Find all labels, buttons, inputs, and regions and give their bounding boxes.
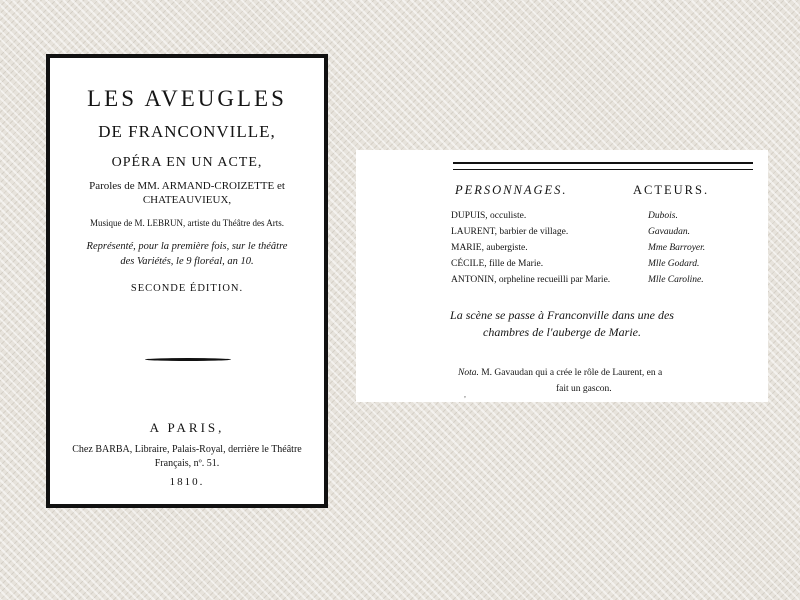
edition-line: SECONDE ÉDITION. (130, 283, 244, 294)
scene-setting-line-1: La scène se passe à Franconville dans une des (450, 308, 674, 322)
cast-row (451, 275, 731, 289)
header-double-rule (453, 162, 753, 170)
cast-row (451, 243, 731, 257)
cast-role: CÉCILE, fille de Marie. (451, 259, 544, 269)
cast-role: LAURENT, barbier de village. (451, 227, 569, 237)
nota-line-2: fait un gascon. (556, 384, 612, 394)
nota-text: M. Gavaudan qui a crée le rôle de Laurent, en a (481, 368, 663, 378)
opera-subtitle: DE FRANCONVILLE, (98, 122, 276, 141)
scene-setting-line-2: chambres de l'auberge de Marie. (483, 325, 641, 339)
title-page-scan (46, 54, 328, 508)
cast-actor: Gavaudan. (648, 227, 690, 237)
librettists-line-2: CHATEAUVIEUX, (142, 194, 232, 206)
cast-role: ANTONIN, orpheline recueilli par Marie. (451, 275, 611, 285)
publisher-line-2: Français, nº. 51. (154, 458, 220, 469)
premiere-line-2: des Variétés, le 9 floréal, an 10. (120, 256, 254, 267)
imprint-city: A PARIS, (149, 420, 225, 435)
cast-actor: Dubois. (648, 211, 678, 221)
cast-actor: Mlle Godard. (648, 259, 700, 269)
publication-year: 1810. (169, 476, 205, 488)
cast-row (451, 227, 731, 241)
cast-row (451, 211, 731, 225)
publisher-line-1: Chez BARBA, Libraire, Palais-Royal, derrière le Théâtre (72, 444, 302, 455)
cast-role: DUPUIS, occuliste. (451, 211, 527, 221)
cast-role: MARIE, aubergiste. (451, 243, 528, 253)
opera-title: LES AVEUGLES (87, 86, 287, 111)
acteurs-heading: ACTEURS. (633, 183, 710, 197)
premiere-line-1: Représenté, pour la première fois, sur le théâtre (86, 241, 288, 252)
ink-speck: , (464, 390, 466, 399)
cast-row (451, 259, 731, 273)
ornamental-rule (145, 358, 231, 361)
nota-label: Nota. (458, 368, 479, 378)
opera-genre: OPÉRA EN UN ACTE, (111, 155, 263, 170)
cast-list-scan (356, 150, 768, 402)
composer-line: Musique de M. LEBRUN, artiste du Théâtre des Arts. (89, 218, 285, 228)
personnages-heading: PERSONNAGES. (455, 183, 568, 197)
librettists-line-1: Paroles de MM. ARMAND-CROIZETTE et (89, 180, 285, 192)
cast-actor: Mme Barroyer. (648, 243, 706, 253)
nota-line-1 (458, 368, 662, 378)
cast-actor: Mlle Caroline. (648, 275, 704, 285)
